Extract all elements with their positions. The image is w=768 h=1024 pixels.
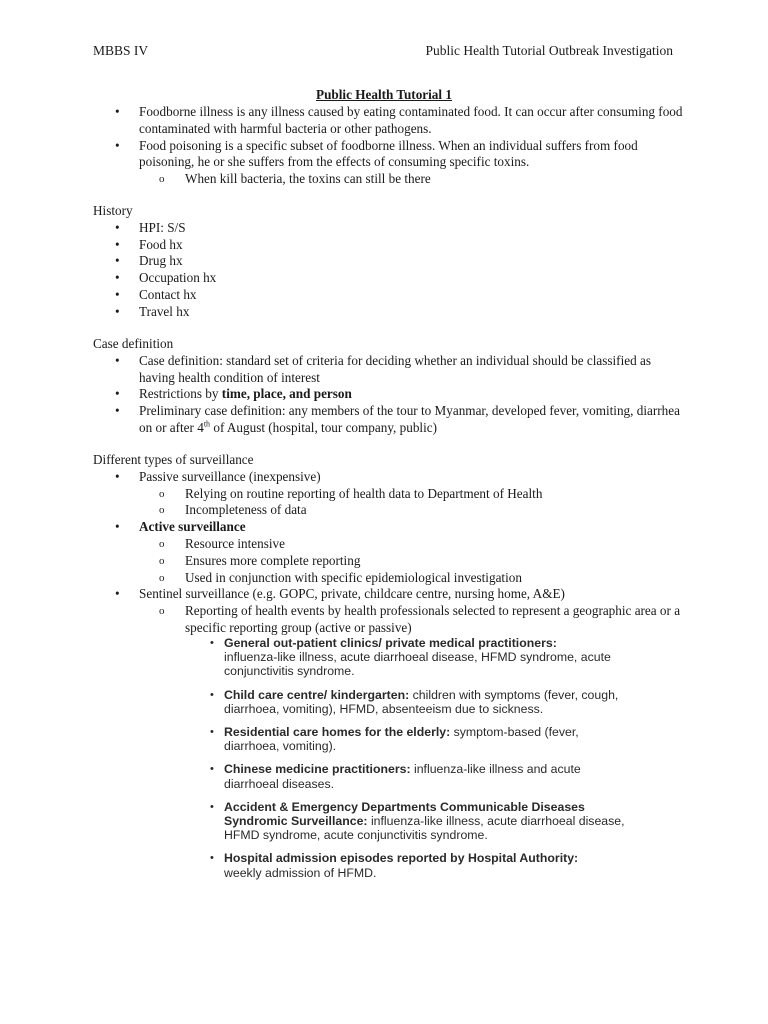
sub-list-item: o Relying on routine reporting of health data to Department of Health [93, 486, 683, 503]
list-item [93, 519, 683, 536]
slide-item-text: weekly admission of HFMD. [224, 865, 377, 880]
slide-item-bold: Child care centre/ kindergarten: [224, 687, 410, 702]
slide-item-text: children with symptoms (fever, cough, diarrhoea, vomiting), HFMD, absenteeism due to sickness. [224, 687, 619, 716]
slide-item-bold: Residential care homes for the elderly: [224, 725, 451, 740]
page-title: Public Health Tutorial 1 [316, 87, 452, 102]
superscript: th [203, 419, 211, 429]
list-item: • Contact hx [93, 287, 683, 304]
bold-text: time, place, and person [221, 386, 352, 402]
slide-item-text: influenza-like illness, acute diarrhoeal disease, HFMD syndrome, acute conjunctivitis syndrome. [224, 650, 611, 679]
sub-list-item: o Ensures more complete reporting [93, 553, 683, 570]
embedded-slide [208, 636, 628, 889]
section-heading: History [93, 203, 133, 218]
slide-item [208, 851, 628, 879]
slide-item [208, 725, 628, 753]
slide-item [208, 762, 628, 790]
list-item [93, 386, 683, 403]
list-item: • Sentinel surveillance (e.g. GOPC, private, childcare centre, nursing home, A&E) [93, 586, 683, 603]
list-item: • Food poisoning is a specific subset of foodborne illness. When an individual suffers from food poisoning, he or she suffers from the effects of consuming specific toxins. [93, 138, 683, 172]
slide-item-bold: Hospital admission episodes reported by Hospital Authority: [224, 851, 579, 866]
bold-text: Active surveillance [139, 519, 246, 535]
text-span: of August (hospital, tour company, public) [210, 419, 438, 435]
sub-list-item: o Used in conjunction with specific epidemiological investigation [93, 570, 683, 587]
history-section [93, 203, 683, 321]
slide-item-bold: Accident & Emergency Departments Communicable Diseases Syndromic Surveillance: [224, 799, 585, 829]
section-heading: Different types of surveillance [93, 452, 254, 467]
slide-item [208, 636, 628, 679]
slide-item-text: symptom-based (fever, diarrhoea, vomiting). [224, 725, 579, 754]
sub-list-item: o Incompleteness of data [93, 502, 683, 519]
slide-item-bold: Chinese medicine practitioners: [224, 762, 411, 777]
list-item: • HPI: S/S [93, 220, 683, 237]
list-item: • Case definition: standard set of criteria for deciding whether an individual should be classified as having health condition of interest [93, 353, 683, 387]
header-right: Public Health Tutorial Outbreak Investigation [425, 43, 673, 58]
text-span: Preliminary case definition: any members of the tour to Myanmar, developed fever, vomiting, diarrhea on or after 4 [139, 403, 680, 435]
slide-item-bold: General out-patient clinics/ private medical practitioners: [224, 636, 557, 650]
slide-item-text: influenza-like illness, acute diarrhoeal disease, HFMD syndrome, acute conjunctivitis syndrome. [224, 814, 625, 843]
section-heading: Case definition [93, 336, 174, 351]
list-item: • Drug hx [93, 253, 683, 270]
case-definition-section [93, 336, 683, 437]
list-item: • Passive surveillance (inexpensive) [93, 469, 683, 486]
list-item: • Occupation hx [93, 270, 683, 287]
slide-item [208, 800, 628, 843]
header-left: MBBS IV [93, 43, 149, 58]
list-item [93, 403, 683, 437]
list-item: • Foodborne illness is any illness caused by eating contaminated food. It can occur after consuming food contaminated with harmful bacteria or other pathogens. [93, 104, 683, 138]
sub-list-item: o When kill bacteria, the toxins can still be there [93, 171, 683, 188]
sub-list-item: o Resource intensive [93, 536, 683, 553]
surveillance-section [93, 452, 683, 637]
intro-section [93, 104, 683, 188]
list-item: • Food hx [93, 237, 683, 254]
slide-item-text: influenza-like illness and acute diarrhoeal diseases. [224, 762, 581, 791]
slide-item [208, 688, 628, 716]
text-span: Restrictions by [139, 386, 222, 402]
list-item: • Travel hx [93, 304, 683, 321]
sub-list-item: o Reporting of health events by health professionals selected to represent a geographic area or a specific reporting group (active or passive) [93, 603, 683, 637]
